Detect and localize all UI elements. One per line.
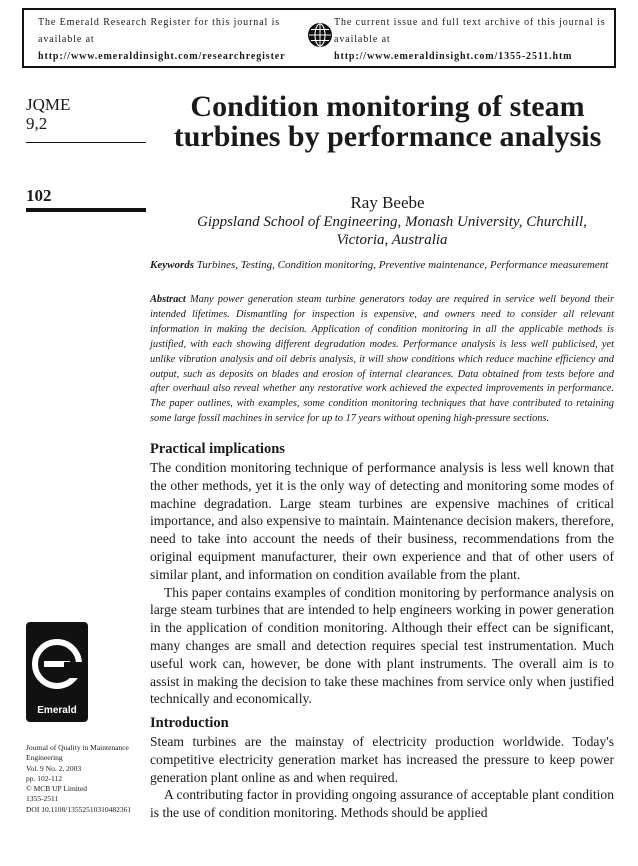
header-banner (22, 8, 616, 68)
keywords-label: Keywords (150, 259, 194, 271)
author-affiliation: Gippsland School of Engineering, Monash University, Churchill, Victoria, Australia (197, 214, 587, 248)
author-name: Ray Beebe (350, 193, 425, 212)
abstract-text: Many power generation steam turbine generators today are required in service well beyond their intended lifetimes. Dismantling for inspection is expensive, and owners need to consider all relevant information in making the decision. Application of condition monitoring in all the applicable methods is justified, with each showing different degradation modes. Performance analysis is less well publicised, yet unlike vibration analysis and oil debris analysis, it will show conditions which reduce machine efficiency and output, such as deposits on blades and erosion of internal clearances. Data obtained from tests before and after overhaul also reveal whether any restorative work achieved the expected improvements in performance. The paper outlines, with examples, some condition monitoring techniques that have contributed to retaining some large fossil machines in service for up to 17 years without opening high-pressure sections. (150, 294, 614, 425)
citation-doi: DOI 10.1108/13552510310482361 (26, 804, 132, 814)
margin-rule-top (26, 142, 146, 143)
archive-notice (334, 14, 614, 65)
paragraph: This paper contains examples of condition monitoring by performance analysis on large steam turbines that are intended to help engineers working in power generation in the application of condition monitoring. Although their effect can be significant, many changes are small and detection requires special test instrumentation. Much useful work can, however, be done with plant instruments. The overall aim is to assist in making the decision to take these machines from service only when justified technically and economically. (150, 584, 614, 707)
paragraph: Steam turbines are the mainstay of electricity production worldwide. Today's competitive electricity generation market has increased the pressure to keep power generation plant online as and when required. (150, 734, 614, 785)
keywords-text: Turbines, Testing, Condition monitoring, Preventive maintenance, Performance measurement (196, 259, 609, 271)
citation-volume: Vol. 9 No. 2, 2003 (26, 763, 82, 773)
archive-text: The current issue and full text archive of this journal is available at (334, 17, 606, 45)
archive-link[interactable]: http://www.emeraldinsight.com/1355-2511.htm (334, 51, 573, 62)
emerald-logo (26, 622, 88, 722)
section-heading-introduction: Introduction (150, 715, 229, 731)
journal-abbrev-text: JQME (26, 95, 71, 114)
section-body-introduction (150, 733, 614, 822)
citation-journal-cont: Engineering (26, 753, 63, 763)
logo-text: Emerald (37, 705, 77, 716)
research-register-link[interactable]: http://www.emeraldinsight.com/researchregister (38, 51, 286, 62)
abstract-label: Abstract (150, 294, 186, 305)
article-title: Condition monitoring of steam turbines by performance analysis (173, 90, 602, 153)
volume-issue: 9,2 (26, 114, 48, 133)
paragraph: The condition monitoring technique of performance analysis is less well known that the other methods, yet it is the only way of detecting and monitoring some modes of machine degradation. Large steam turbines are expensive machines of critical importance, and also expensive to maintain. Maintenance decision makers, therefore, need to take into account the needs of their business, recommendations from the original equipment manufacturer, their own experience and that of other users of similar plant, and information on condition available from the plant. (150, 460, 614, 582)
paragraph: A contributing factor in providing ongoing assurance of acceptable plant condition is the use of condition monitoring. Methods should be applied (150, 787, 614, 821)
section-body-practical-implications (150, 459, 614, 708)
globe-icon (307, 22, 333, 48)
journal-abbreviation (26, 95, 70, 133)
page-number: 102 (26, 186, 52, 205)
citation-copyright: © MCB UP Limited (26, 784, 88, 794)
keywords-block (150, 258, 620, 272)
research-register-text: The Emerald Research Register for this journal is available at (38, 17, 281, 45)
abstract-block (150, 293, 614, 427)
citation-journal: Journal of Quality in Maintenance (26, 743, 129, 752)
section-heading-practical-implications: Practical implications (150, 441, 285, 457)
journal-citation (26, 743, 148, 815)
citation-pages: pp. 102-112 (26, 773, 62, 783)
citation-issn: 1355-2511 (26, 794, 59, 804)
margin-rule-bottom (26, 208, 146, 212)
research-register-notice (38, 14, 303, 65)
